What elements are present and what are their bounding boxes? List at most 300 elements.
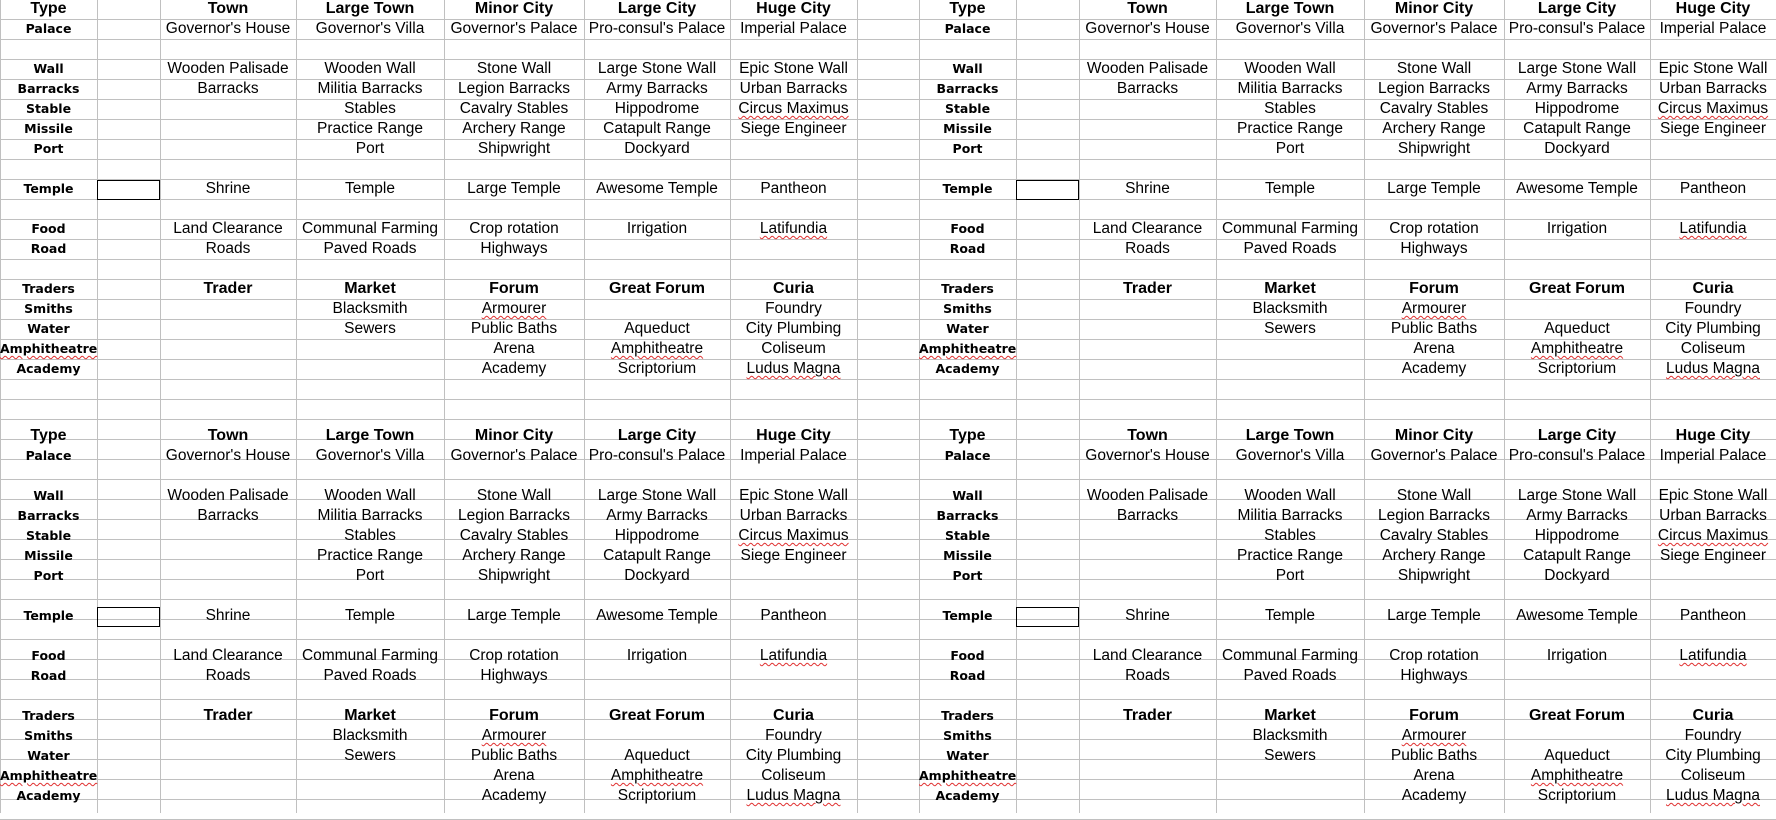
cell-port[interactable]: Port [355,140,385,157]
cell-smiths[interactable] [584,299,730,319]
row-label-barracks[interactable]: Barracks [936,81,999,96]
cell-road[interactable]: Roads [205,667,251,684]
row-label-water[interactable]: Water [27,321,70,336]
row-label-palace[interactable]: Palace [944,448,991,463]
row-label-temple[interactable]: Temple [942,608,993,623]
cell-temple[interactable]: Shrine [1125,180,1170,197]
column-header[interactable]: Minor City [1394,427,1474,444]
cell-stable[interactable]: Stables [344,100,396,117]
cell-stable[interactable]: Stables [344,527,396,544]
column-header[interactable]: Huge City [1675,0,1751,17]
cell-missile[interactable]: Siege Engineer [740,120,847,137]
column-header[interactable]: Huge City [756,0,831,17]
row-label-traders[interactable]: Traders [941,281,994,296]
cell-wall[interactable]: Stone Wall [476,487,552,504]
cell-missile[interactable]: Practice Range [317,547,423,564]
cell-wall[interactable]: Large Stone Wall [1517,487,1637,504]
cell-missile[interactable] [160,119,296,139]
row-label-palace[interactable]: Palace [25,448,72,463]
cell-academy[interactable] [730,359,857,379]
column-header[interactable]: Curia [773,280,814,297]
cell-temple[interactable]: Temple [345,607,395,624]
cell-palace[interactable]: Imperial Palace [1659,447,1767,464]
cell-food[interactable]: Land Clearance [1092,647,1203,664]
column-header[interactable]: Market [1264,707,1316,724]
selected-cell[interactable] [97,180,160,200]
row-label-type[interactable]: Type [949,427,986,444]
row-label-temple[interactable]: Temple [23,181,74,196]
row-label-water[interactable]: Water [946,321,989,336]
cell-smiths[interactable] [1504,299,1650,319]
column-header[interactable]: Large Town [325,0,415,17]
column-header[interactable]: Large City [1537,427,1617,444]
cell-palace[interactable]: Imperial Palace [740,20,847,37]
cell-amphitheatre[interactable] [584,766,730,786]
cell-stable[interactable]: Hippodrome [1534,527,1620,544]
row-label-smiths[interactable]: Smiths [24,728,73,743]
cell-stable[interactable] [1079,526,1216,546]
cell-wall[interactable]: Wooden Palisade [167,487,289,504]
cell-smiths[interactable]: Foundry [1684,727,1742,744]
cell-water[interactable] [160,746,296,766]
row-label-missile[interactable]: Missile [943,548,992,563]
cell-missile[interactable] [1079,546,1216,566]
cell-smiths[interactable] [160,299,296,319]
cell-road[interactable] [584,239,730,259]
cell-temple[interactable]: Shrine [1125,607,1170,624]
cell-water[interactable]: City Plumbing [745,747,842,764]
row-label-port[interactable]: Port [33,141,64,156]
cell-temple[interactable]: Pantheon [760,607,827,624]
column-header[interactable]: Curia [1692,707,1734,724]
cell-stable[interactable] [1650,526,1776,546]
cell-water[interactable]: Aqueduct [624,747,690,764]
column-header[interactable]: Large City [617,427,697,444]
cell-food[interactable]: Crop rotation [1389,647,1479,664]
row-label-smiths[interactable]: Smiths [943,728,992,743]
cell-palace[interactable]: Governor's Palace [1370,20,1498,37]
cell-temple[interactable]: Large Temple [1387,607,1481,624]
cell-amphitheatre[interactable] [1079,339,1216,359]
cell-temple[interactable]: Pantheon [760,180,827,197]
cell-wall[interactable]: Stone Wall [476,60,552,77]
row-label-food[interactable]: Food [950,221,985,236]
cell-smiths[interactable] [1079,299,1216,319]
cell-missile[interactable]: Siege Engineer [1660,547,1766,564]
cell-temple[interactable]: Large Temple [1387,180,1481,197]
row-label-barracks[interactable]: Barracks [936,508,999,523]
row-label-food[interactable]: Food [31,648,66,663]
cell-wall[interactable]: Stone Wall [1396,487,1472,504]
cell-port[interactable]: Port [1275,567,1305,584]
row-label-academy[interactable]: Academy [935,361,1000,376]
cell-wall[interactable]: Wooden Palisade [1086,487,1209,504]
cell-temple[interactable]: Large Temple [467,180,561,197]
cell-water[interactable]: Public Baths [470,320,558,337]
cell-temple[interactable]: Temple [1265,180,1315,197]
cell-road[interactable]: Roads [1125,240,1170,257]
row-label-type[interactable]: Type [30,0,67,17]
row-label-stable[interactable]: Stable [944,528,991,543]
cell-palace[interactable]: Pro-consul's Palace [588,20,726,37]
cell-amphitheatre[interactable]: Coliseum [761,340,826,357]
row-label-academy[interactable]: Academy [935,788,1000,803]
row-label-palace[interactable]: Palace [25,21,72,36]
cell-smiths[interactable]: Foundry [765,300,822,317]
cell-amphitheatre[interactable]: Arena [493,340,535,357]
column-header[interactable]: Town [207,427,249,444]
cell-smiths[interactable]: Foundry [765,727,822,744]
cell-port[interactable] [1650,139,1776,159]
column-header[interactable]: Town [207,0,249,17]
cell-stable[interactable] [1079,99,1216,119]
cell-barracks[interactable]: Army Barracks [1526,80,1628,97]
cell-palace[interactable]: Governor's Palace [450,20,578,37]
cell-barracks[interactable]: Barracks [1116,507,1179,524]
cell-barracks[interactable]: Army Barracks [606,507,708,524]
cell-amphitheatre[interactable]: Arena [1413,767,1455,784]
cell-palace[interactable]: Governor's Palace [450,447,578,464]
cell-food[interactable] [730,646,857,666]
cell-stable[interactable]: Stables [1264,100,1316,117]
cell-food[interactable]: Irrigation [626,647,688,664]
row-label-wall[interactable]: Wall [33,488,64,503]
cell-food[interactable] [730,219,857,239]
column-header[interactable]: Forum [489,280,539,297]
cell-barracks[interactable]: Legion Barracks [457,80,570,97]
cell-wall[interactable]: Wooden Wall [324,487,416,504]
cell-food[interactable]: Land Clearance [1092,220,1203,237]
column-header[interactable]: Large Town [325,427,415,444]
cell-academy[interactable]: Academy [481,787,547,804]
row-label-wall[interactable]: Wall [952,61,983,76]
cell-road[interactable]: Highways [480,240,548,257]
cell-stable[interactable]: Hippodrome [614,100,700,117]
cell-port[interactable] [160,566,296,586]
cell-wall[interactable]: Large Stone Wall [1517,60,1637,77]
cell-missile[interactable]: Siege Engineer [740,547,847,564]
cell-water[interactable]: City Plumbing [745,320,842,337]
cell-academy[interactable] [160,359,296,379]
cell-water[interactable]: Public Baths [1390,320,1478,337]
cell-water[interactable]: Sewers [1264,320,1316,337]
cell-port[interactable]: Dockyard [1544,567,1610,584]
cell-amphitheatre[interactable] [160,766,296,786]
cell-academy[interactable] [1216,786,1364,806]
cell-missile[interactable]: Archery Range [462,120,566,137]
cell-amphitheatre[interactable] [584,339,730,359]
cell-water[interactable]: Sewers [1264,747,1316,764]
cell-barracks[interactable]: Army Barracks [1526,507,1628,524]
cell-academy[interactable] [1079,359,1216,379]
cell-water[interactable]: Aqueduct [624,320,690,337]
cell-barracks[interactable]: Army Barracks [606,80,708,97]
cell-stable[interactable] [1650,99,1776,119]
row-label-traders[interactable]: Traders [22,708,75,723]
column-header[interactable]: Market [344,707,396,724]
row-label-temple[interactable]: Temple [23,608,74,623]
cell-stable[interactable] [160,526,296,546]
cell-port[interactable] [730,139,857,159]
cell-palace[interactable]: Governor's House [1085,447,1210,464]
cell-stable[interactable] [730,99,857,119]
column-header[interactable]: Minor City [474,427,554,444]
cell-amphitheatre[interactable] [160,339,296,359]
cell-temple[interactable]: Pantheon [1679,180,1747,197]
cell-palace[interactable]: Governor's Villa [315,447,425,464]
cell-barracks[interactable]: Militia Barracks [317,80,423,97]
cell-amphitheatre[interactable] [1216,766,1364,786]
cell-road[interactable] [584,666,730,686]
row-label-road[interactable]: Road [30,241,67,256]
cell-water[interactable]: Public Baths [1390,747,1478,764]
cell-amphitheatre[interactable]: Coliseum [1680,767,1746,784]
column-header[interactable]: Forum [1409,280,1459,297]
cell-academy[interactable] [1650,359,1776,379]
cell-port[interactable]: Dockyard [624,140,690,157]
cell-wall[interactable]: Epic Stone Wall [1658,487,1768,504]
row-label-missile[interactable]: Missile [24,548,73,563]
cell-port[interactable]: Dockyard [624,567,690,584]
cell-food[interactable]: Communal Farming [301,647,439,664]
column-header[interactable]: Huge City [1675,427,1751,444]
cell-smiths[interactable] [444,299,584,319]
cell-road[interactable] [1504,239,1650,259]
cell-barracks[interactable]: Urban Barracks [1659,80,1767,97]
cell-stable[interactable]: Hippodrome [1534,100,1620,117]
cell-academy[interactable]: Academy [481,360,547,377]
cell-road[interactable] [1504,666,1650,686]
cell-missile[interactable]: Practice Range [1237,547,1343,564]
cell-wall[interactable]: Stone Wall [1396,60,1472,77]
column-header[interactable]: Forum [489,707,539,724]
cell-amphitheatre[interactable] [1504,766,1650,786]
column-header[interactable]: Curia [1692,280,1734,297]
cell-palace[interactable]: Governor's Palace [1370,447,1498,464]
row-label-smiths[interactable]: Smiths [24,301,73,316]
cell-road[interactable] [730,239,857,259]
cell-barracks[interactable]: Legion Barracks [1377,80,1490,97]
cell-academy[interactable] [160,786,296,806]
cell-barracks[interactable]: Militia Barracks [317,507,423,524]
cell-temple[interactable]: Temple [345,180,395,197]
cell-food[interactable]: Land Clearance [173,647,283,664]
cell-wall[interactable]: Wooden Palisade [1086,60,1209,77]
cell-barracks[interactable]: Urban Barracks [739,507,848,524]
cell-wall[interactable]: Wooden Wall [1244,487,1336,504]
cell-amphitheatre[interactable] [296,339,444,359]
cell-water[interactable] [1079,746,1216,766]
row-label-barracks[interactable]: Barracks [17,81,80,96]
cell-smiths[interactable]: Blacksmith [332,727,408,744]
row-label-food[interactable]: Food [31,221,66,236]
cell-port[interactable]: Shipwright [1397,567,1471,584]
column-header[interactable]: Forum [1409,707,1459,724]
cell-missile[interactable]: Practice Range [1237,120,1343,137]
cell-smiths[interactable]: Foundry [1684,300,1742,317]
row-label-amphitheatre[interactable] [0,766,97,786]
cell-road[interactable]: Paved Roads [323,240,417,257]
cell-road[interactable] [1650,666,1776,686]
column-header[interactable]: Trader [1123,280,1172,297]
cell-temple[interactable]: Awesome Temple [596,607,718,624]
row-label-academy[interactable]: Academy [16,361,81,376]
cell-wall[interactable]: Epic Stone Wall [739,487,848,504]
cell-stable[interactable]: Hippodrome [614,527,700,544]
cell-missile[interactable]: Catapult Range [603,547,711,564]
cell-smiths[interactable] [1504,726,1650,746]
cell-barracks[interactable]: Urban Barracks [739,80,848,97]
column-header[interactable]: Great Forum [608,707,705,724]
cell-academy[interactable] [1079,786,1216,806]
cell-road[interactable]: Highways [1400,667,1468,684]
cell-amphitheatre[interactable]: Arena [493,767,535,784]
cell-temple[interactable]: Awesome Temple [1516,180,1638,197]
cell-road[interactable] [730,666,857,686]
cell-smiths[interactable] [160,726,296,746]
row-label-water[interactable]: Water [27,748,70,763]
row-label-wall[interactable]: Wall [952,488,983,503]
cell-port[interactable] [1079,139,1216,159]
column-header[interactable]: Town [1127,0,1168,17]
cell-water[interactable] [160,319,296,339]
cell-food[interactable]: Communal Farming [1221,220,1359,237]
cell-amphitheatre[interactable]: Coliseum [1680,340,1746,357]
cell-food[interactable]: Communal Farming [1221,647,1359,664]
row-label-missile[interactable]: Missile [24,121,73,136]
cell-water[interactable] [1079,319,1216,339]
cell-road[interactable]: Highways [480,667,548,684]
cell-food[interactable] [1650,646,1776,666]
row-label-barracks[interactable]: Barracks [17,508,80,523]
row-label-type[interactable]: Type [949,0,986,17]
cell-temple[interactable]: Awesome Temple [596,180,718,197]
cell-stable[interactable] [160,99,296,119]
cell-missile[interactable]: Archery Range [462,547,566,564]
row-label-road[interactable]: Road [30,668,67,683]
column-header[interactable]: Large City [617,0,697,17]
cell-palace[interactable]: Pro-consul's Palace [1508,20,1646,37]
cell-smiths[interactable] [1364,299,1504,319]
row-label-water[interactable]: Water [946,748,989,763]
cell-port[interactable]: Shipwright [477,567,551,584]
cell-food[interactable]: Crop rotation [469,647,559,664]
row-label-amphitheatre[interactable] [919,766,1016,786]
cell-temple[interactable]: Shrine [205,180,251,197]
cell-road[interactable]: Roads [205,240,251,257]
row-label-traders[interactable]: Traders [22,281,75,296]
cell-smiths[interactable]: Blacksmith [1252,300,1328,317]
row-label-smiths[interactable]: Smiths [943,301,992,316]
cell-water[interactable]: Aqueduct [1544,320,1610,337]
column-header[interactable]: Trader [203,280,253,297]
row-label-port[interactable]: Port [952,568,983,583]
cell-temple[interactable]: Shrine [205,607,251,624]
cell-academy[interactable] [1650,786,1776,806]
cell-amphitheatre[interactable] [1504,339,1650,359]
cell-amphitheatre[interactable]: Arena [1413,340,1455,357]
row-label-traders[interactable]: Traders [941,708,994,723]
cell-academy[interactable]: Scriptorium [617,360,697,377]
cell-port[interactable]: Dockyard [1544,140,1610,157]
cell-wall[interactable]: Epic Stone Wall [1658,60,1768,77]
cell-food[interactable]: Irrigation [1546,647,1608,664]
cell-road[interactable] [1650,239,1776,259]
cell-temple[interactable]: Large Temple [467,607,561,624]
column-header[interactable]: Large City [1537,0,1617,17]
cell-barracks[interactable]: Urban Barracks [1659,507,1767,524]
column-header[interactable]: Trader [1123,707,1172,724]
cell-barracks[interactable]: Legion Barracks [457,507,570,524]
cell-missile[interactable]: Siege Engineer [1660,120,1766,137]
row-label-type[interactable]: Type [30,427,67,444]
cell-academy[interactable] [730,786,857,806]
cell-barracks[interactable]: Barracks [197,507,259,524]
cell-water[interactable]: City Plumbing [1665,320,1761,337]
cell-amphitheatre[interactable] [296,766,444,786]
column-header[interactable]: Large Town [1245,427,1335,444]
cell-water[interactable]: Aqueduct [1544,747,1610,764]
cell-wall[interactable]: Epic Stone Wall [739,60,848,77]
cell-academy[interactable] [1216,359,1364,379]
cell-palace[interactable]: Governor's Villa [1235,20,1345,37]
cell-wall[interactable]: Wooden Palisade [167,60,289,77]
column-header[interactable]: Great Forum [1528,280,1625,297]
cell-palace[interactable]: Governor's House [1085,20,1210,37]
cell-missile[interactable] [1079,119,1216,139]
cell-stable[interactable]: Cavalry Stables [459,100,569,117]
cell-road[interactable]: Paved Roads [1243,240,1337,257]
cell-barracks[interactable]: Legion Barracks [1377,507,1490,524]
cell-port[interactable] [730,566,857,586]
cell-port[interactable]: Port [1275,140,1305,157]
cell-food[interactable]: Crop rotation [1389,220,1479,237]
cell-temple[interactable]: Temple [1265,607,1315,624]
cell-water[interactable]: City Plumbing [1665,747,1761,764]
cell-food[interactable]: Irrigation [1546,220,1608,237]
row-label-stable[interactable]: Stable [944,101,991,116]
cell-stable[interactable]: Cavalry Stables [1379,100,1489,117]
cell-amphitheatre[interactable] [1079,766,1216,786]
cell-stable[interactable] [730,526,857,546]
cell-road[interactable]: Paved Roads [1243,667,1337,684]
cell-stable[interactable]: Cavalry Stables [459,527,569,544]
cell-academy[interactable]: Academy [1401,787,1467,804]
row-label-stable[interactable]: Stable [25,528,72,543]
cell-wall[interactable]: Wooden Wall [1244,60,1336,77]
cell-amphitheatre[interactable]: Coliseum [761,767,826,784]
row-label-port[interactable]: Port [952,141,983,156]
row-label-food[interactable]: Food [950,648,985,663]
cell-academy[interactable] [296,786,444,806]
cell-missile[interactable]: Practice Range [317,120,423,137]
cell-palace[interactable]: Imperial Palace [740,447,847,464]
cell-temple[interactable]: Pantheon [1679,607,1747,624]
cell-stable[interactable]: Stables [1264,527,1316,544]
cell-academy[interactable]: Scriptorium [1537,360,1617,377]
cell-smiths[interactable] [1364,726,1504,746]
row-label-amphitheatre[interactable] [919,339,1016,359]
column-header[interactable]: Minor City [1394,0,1474,17]
cell-wall[interactable]: Wooden Wall [324,60,416,77]
cell-port[interactable]: Port [355,567,385,584]
cell-smiths[interactable] [584,726,730,746]
cell-palace[interactable]: Imperial Palace [1659,20,1767,37]
cell-port[interactable] [1079,566,1216,586]
cell-port[interactable]: Shipwright [1397,140,1471,157]
column-header[interactable]: Huge City [756,427,831,444]
column-header[interactable]: Town [1127,427,1168,444]
